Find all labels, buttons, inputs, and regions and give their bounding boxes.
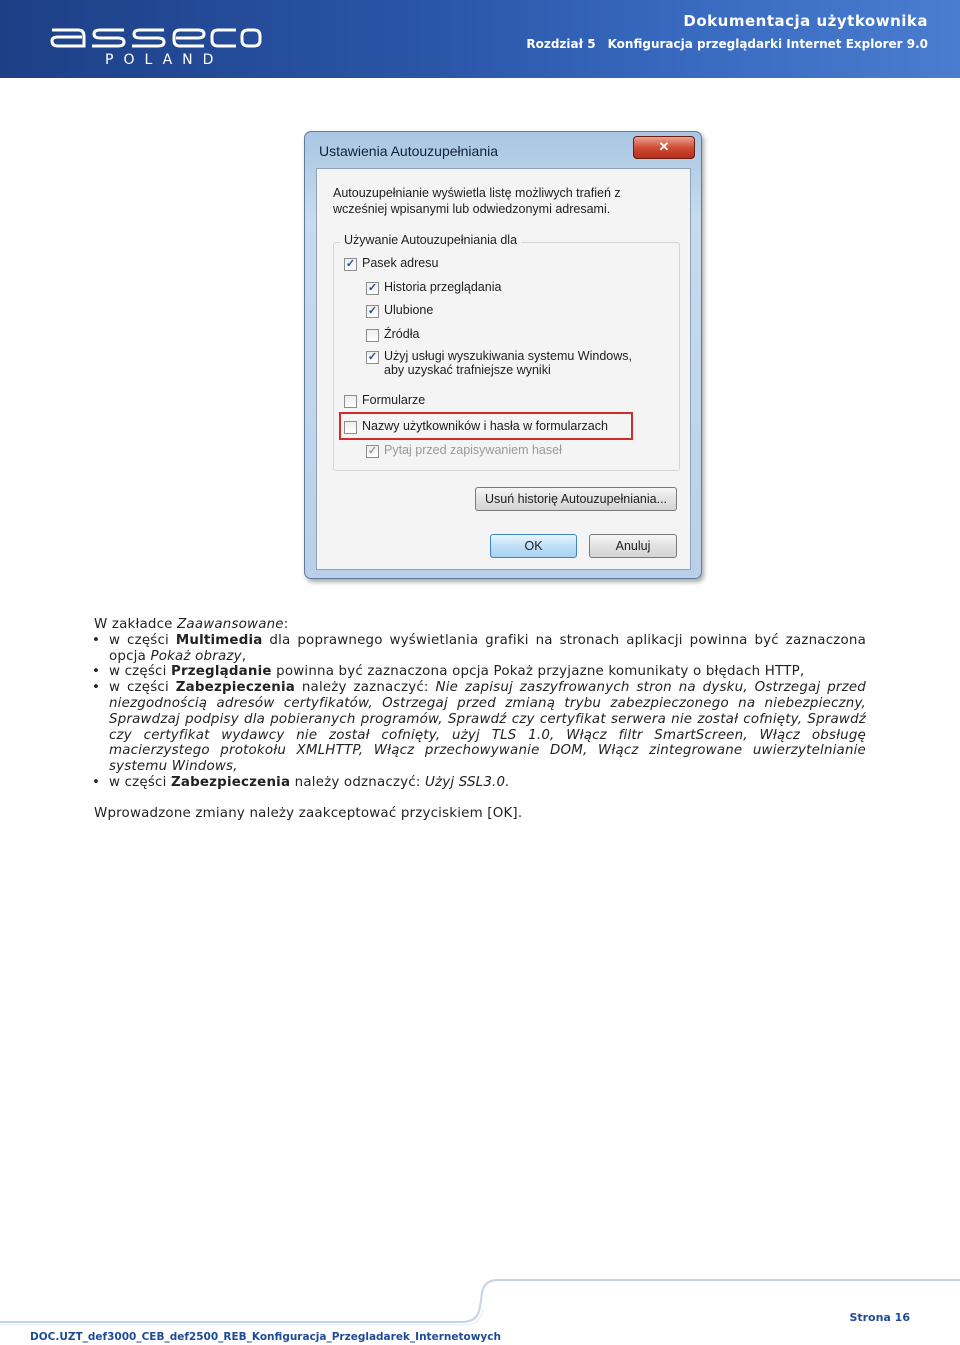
option-label: Ulubione: [384, 303, 434, 317]
checkbox-unchecked-icon[interactable]: [366, 329, 379, 342]
dialog-title: Ustawienia Autouzupełniania: [319, 143, 499, 159]
chapter-label: Rozdział 5: [526, 37, 596, 51]
chapter-title: Konfiguracja przeglądarki Internet Explorer 9.0: [607, 37, 928, 51]
list-item-security-disable: • w części Zabezpieczenia należy odznaczyć: Użyj SSL3.0.: [94, 775, 866, 791]
chapter-heading: [526, 37, 928, 51]
list-item-multimedia: • w części Multimedia dla poprawnego wyświetlania grafiki na stronach aplikacji powinna być zaznaczona opcja Pokaż obrazy,: [94, 633, 866, 665]
page-header: [0, 0, 960, 78]
document-title: Dokumentacja użytkownika: [683, 12, 928, 30]
checkbox-checked-icon[interactable]: ✓: [367, 282, 378, 294]
closing-note: Wprowadzone zmiany należy zaakceptować przyciskiem [OK].: [94, 805, 523, 821]
option-forms[interactable]: [344, 393, 425, 408]
option-address-bar[interactable]: [344, 256, 438, 271]
option-label: Użyj usługi wyszukiwania systemu Windows, aby uzyskać trafniejsze wyniki: [384, 349, 632, 377]
checkbox-unchecked-icon[interactable]: [344, 395, 357, 408]
checkbox-unchecked-icon[interactable]: [344, 421, 357, 434]
checkbox-checked-disabled-icon: ✓: [367, 445, 378, 457]
option-label: Pasek adresu: [362, 256, 439, 270]
checkbox-checked-icon[interactable]: ✓: [367, 351, 378, 363]
list-item-browsing: • w części Przeglądanie powinna być zaznaczona opcja Pokaż przyjazne komunikaty o błędach HTTP,: [94, 664, 866, 680]
option-label: Nazwy użytkowników i hasła w formularzach: [362, 419, 608, 433]
page-number: Strona 16: [849, 1311, 910, 1324]
group-label: Używanie Autouzupełniania dla: [340, 233, 521, 247]
option-ask-before-saving: [366, 443, 562, 458]
checkbox-checked-icon[interactable]: ✓: [345, 258, 356, 270]
option-label: Pytaj przed zapisywaniem haseł: [384, 443, 562, 457]
autocomplete-settings-dialog: [304, 131, 702, 579]
option-windows-search[interactable]: [366, 349, 632, 377]
ok-button[interactable]: OK: [490, 534, 577, 558]
asseco-logo: [48, 22, 262, 68]
delete-autocomplete-history-button[interactable]: Usuń historię Autouzupełniania...: [475, 487, 677, 511]
cancel-button[interactable]: Anuluj: [589, 534, 677, 558]
body-text: [94, 617, 866, 822]
option-usernames-passwords[interactable]: [344, 419, 608, 434]
option-label: Źródła: [384, 327, 420, 341]
autocomplete-usage-group: [333, 233, 680, 471]
option-label: Historia przeglądania: [384, 280, 502, 294]
close-icon[interactable]: ✕: [633, 136, 695, 159]
dialog-client-area: [316, 168, 691, 570]
logo-subtitle: POLAND: [105, 52, 224, 68]
list-item-security-enable: • w części Zabezpieczenia należy zaznaczyć: Nie zapisuj zaszyfrowanych stron na dysku, Ostrzegaj przed niezgodnością adresów certyfikatów, Ostrzegaj przed zmianą trybu zabezpieczonego na niebezpieczny, Sprawdzaj podpisy dla pobieranych programów, Sprawdź czy certyfikat serwera nie został cofnięty, Sprawdź czy certyfikat wydawcy nie został cofnięty, użyj TLS 1.0, Włącz filtr SmartScreen, Włącz obsługę macierzystego protokołu XMLHTTP, Włącz przechowywanie DOM, Włącz zintegrowane uwierzytelnianie systemu Windows,: [94, 680, 866, 775]
option-feeds[interactable]: [366, 327, 419, 342]
document-code: DOC.UZT_def3000_CEB_def2500_REB_Konfiguracja_Przegladarek_Internetowych: [30, 1331, 501, 1343]
option-label: Formularze: [362, 393, 426, 407]
intro-line: W zakładce Zaawansowane:: [94, 617, 289, 632]
checkbox-checked-icon[interactable]: ✓: [367, 305, 378, 317]
option-favorites[interactable]: [366, 303, 433, 318]
settings-list: [94, 633, 866, 791]
option-browsing-history[interactable]: [366, 280, 501, 295]
asseco-logo-wordmark: [48, 22, 262, 50]
dialog-description: Autouzupełnianie wyświetla listę możliwych trafień z wcześniej wpisanymi lub odwiedzonymi adresami.: [333, 186, 621, 216]
